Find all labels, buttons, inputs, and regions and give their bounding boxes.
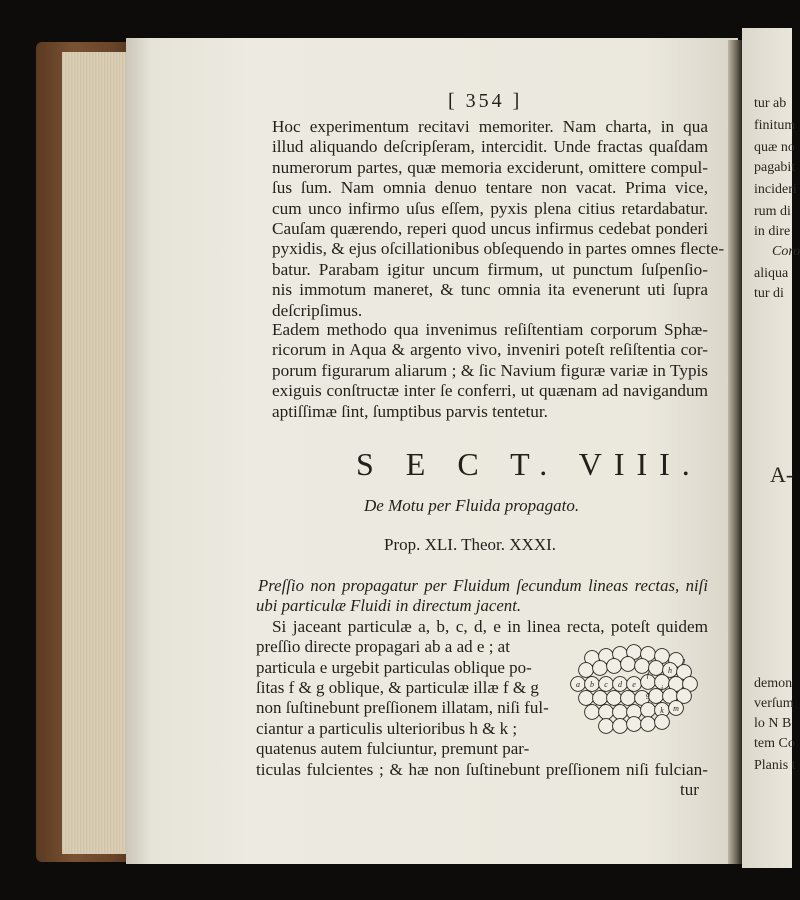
right-page-line: Planis t [754, 758, 796, 773]
proposition-title: Prop. XLI. Theor. XXXI. [384, 535, 557, 554]
paragraph-method [272, 320, 708, 422]
text-line: Preſſio non propagatur per Fluidum ſecundum lineas rectas, niſi [258, 576, 708, 595]
particle-circle [641, 717, 656, 732]
particle-circle [593, 661, 608, 676]
catchword: tur [680, 780, 699, 799]
book-gutter [728, 40, 742, 864]
text-line: aptiſſimæ ſint, ſumptibus parvis tentetur. [272, 401, 548, 421]
particle-label: g [646, 690, 650, 699]
right-page-line: rum di [754, 204, 791, 219]
particle-circle [649, 661, 664, 676]
right-page-line: Coro [772, 244, 800, 259]
text-line: illud aliquando deſcripſeram, intercidit. Unde fractas quaſdam [272, 137, 708, 157]
text-line: quatenus autem fulciuntur, premunt par- [256, 739, 530, 758]
text-line: ricorum in Aqua & argento vivo, inveniri poteſt reſiſtentia cor- [272, 340, 708, 360]
text-line: Hoc experimentum recitavi memoriter. Nam charta, in qua [272, 117, 708, 136]
theorem-statement [256, 576, 708, 615]
text-line: Si jaceant particulæ a, b, c, d, e in linea recta, poteſt quidem [272, 617, 708, 636]
particle-label: k [660, 706, 664, 715]
text-line: cum unco infirmo uſus eſſem, pyxis plena citius retardabatur. [272, 198, 708, 218]
text-line: porum figurarum aliarum ; & ſic Navium figuræ variæ in Typis [272, 360, 708, 380]
particle-circle [613, 719, 628, 734]
right-page-line: A- [770, 462, 794, 487]
text-line: ſitas f & g oblique, & particulæ illæ f & g [256, 678, 539, 697]
right-page-line: incideri [754, 182, 797, 197]
right-page-line: tur ab [754, 96, 787, 111]
section-heading: S E C T. VIII. [356, 446, 702, 482]
particle-label: a [576, 680, 580, 689]
particle-label: l [682, 658, 686, 667]
particle-circle [613, 705, 628, 720]
text-line: particula e urgebit particulas oblique po- [256, 658, 532, 677]
particle-label: f [646, 670, 650, 679]
particle-circle [621, 657, 636, 672]
right-page-line: tem Co [754, 736, 795, 751]
particle-label: d [618, 680, 622, 689]
particle-label: i [660, 684, 664, 693]
particle-circle [655, 715, 670, 730]
text-line: deſcripſimus. [272, 300, 363, 320]
right-page-line: tur di [754, 286, 784, 301]
particle-circle [621, 691, 636, 706]
text-line: non ſuſtinebunt preſſionem illatam, niſi ful- [256, 698, 549, 717]
text-line: exiguis conſtructæ inter ſe conferri, ut quænam ad navigandum [272, 381, 708, 401]
paragraph-tail [256, 760, 708, 780]
particle-circle [627, 717, 642, 732]
text-line: ciantur a particulis ulterioribus h & k ; [256, 719, 518, 738]
particle-circle [585, 705, 600, 720]
paragraph-experiment [272, 117, 725, 321]
right-page-line: pagabit [754, 160, 796, 175]
text-line: Eadem methodo qua invenimus reſiſtentiam corporum Sphæ- [272, 320, 708, 339]
page-number: [ 354 ] [448, 90, 523, 112]
particle-label: b [590, 680, 594, 689]
text-line: pyxidis, & ejus oſcillationibus obſequendo in partes omnes flecte- [272, 239, 725, 259]
particle-circle [579, 663, 594, 678]
particle-label: m [673, 704, 679, 713]
right-page-line: demon [754, 676, 793, 691]
particle-label: c [604, 680, 608, 689]
text-line: preſſio directe propagari ab a ad e ; at [256, 637, 510, 656]
section-subtitle: De Motu per Fluida propagato. [364, 496, 580, 515]
particle-label: h [668, 666, 672, 675]
particle-circle [599, 705, 614, 720]
text-line: nis immotum maneret, & tunc omnia ita evenerunt uti ſupra [272, 280, 708, 300]
right-page-line: lo N B [754, 716, 792, 731]
particle-circle [607, 659, 622, 674]
right-page-line: aliqua [754, 266, 789, 281]
right-page-line: verſum [754, 696, 794, 711]
page-edges [62, 52, 135, 854]
right-page-line: finitum [754, 118, 796, 133]
particle-circle [607, 691, 622, 706]
right-page-line: quæ no [754, 140, 795, 155]
particle-label: e [632, 680, 636, 689]
particle-circle [641, 703, 656, 718]
text-line: batur. Parabam igitur uncum firmum, ut punctum ſuſpenſio- [272, 259, 708, 279]
particle-circle [593, 691, 608, 706]
particle-diagram [568, 644, 704, 742]
paragraph-particles [272, 617, 708, 637]
text-line: Cauſam quærendo, reperi quod uncus infirmus cedebat ponderi [272, 219, 708, 239]
particle-circle [579, 691, 594, 706]
right-page-line: in dire [754, 224, 791, 239]
text-line: ubi particulæ Fluidi in directum jacent. [256, 595, 522, 615]
particle-circle [599, 719, 614, 734]
text-line: ſus ſum. Nam omnia denuo tentare non vacat. Prima vice, [272, 178, 708, 198]
text-line: numerorum partes, quæ memoria exciderunt, omittere compul- [272, 157, 708, 177]
text-line: ticulas fulcientes ; & hæ non ſuſtinebunt preſſionem niſi fulcian- [256, 760, 708, 779]
particle-circles [571, 645, 698, 734]
